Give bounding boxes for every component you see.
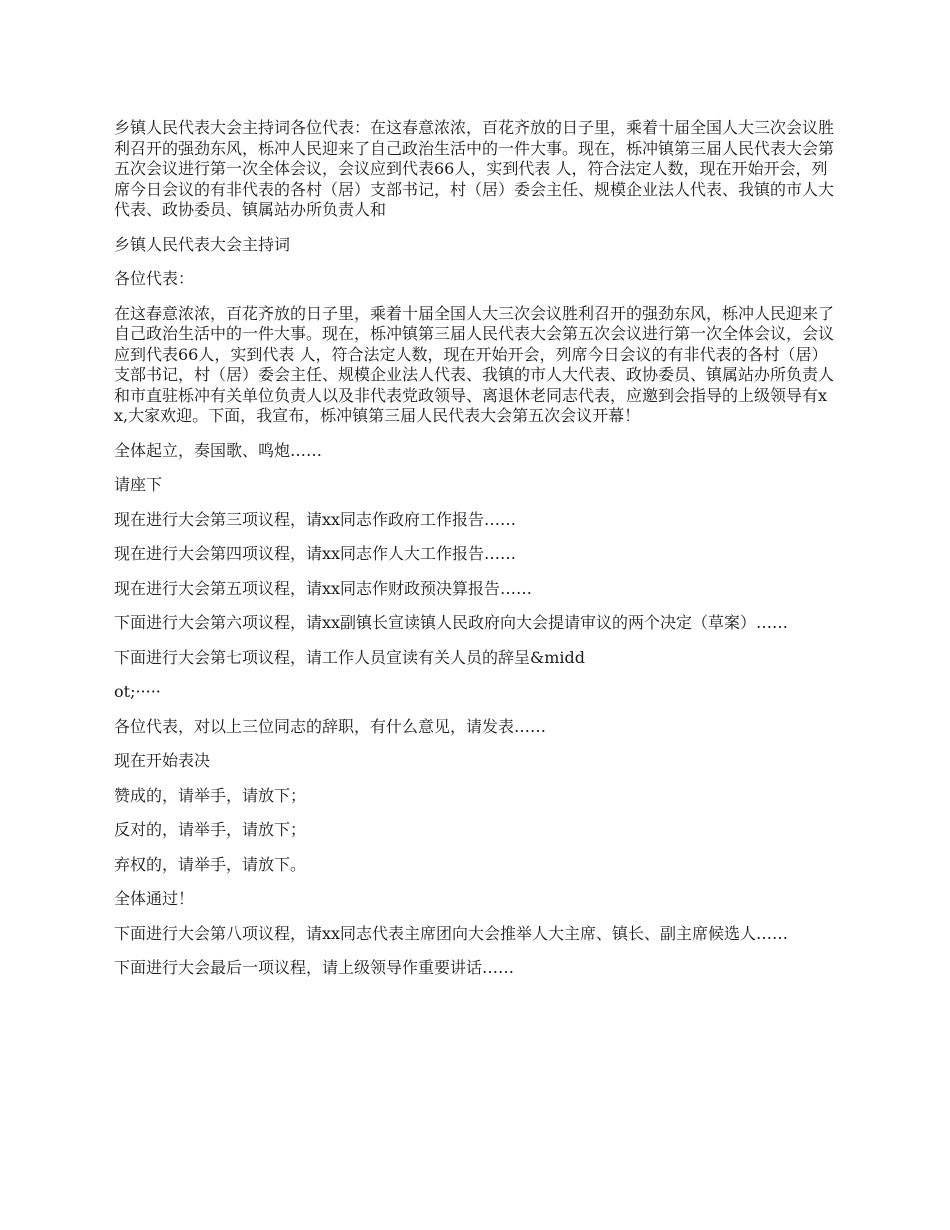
paragraph-passed: 全体通过！ xyxy=(114,889,195,908)
paragraph-be-seated: 请座下 xyxy=(114,475,163,494)
paragraph-salutation: 各位代表： xyxy=(114,269,195,288)
paragraph-intro-summary: 乡镇人民代表大会主持词各位代表：在这春意浓浓，百花齐放的日子里，乘着十届全国人大三次会议胜利召开的强劲东风，栎冲人民迎来了自己政治生活中的一件大事。现在，栎冲镇第三届人民代表大会第五次会议进行第一次全体会议，会议应到代表66人，实到代表 人，符合法定人数，现在开始开会，列席今日会议的有非代表的各村（居）支部书记，村（居）委会主任、规模企业法人代表、我镇的市人大代表、政协委员、镇属站办所负责人和 xyxy=(114,118,835,219)
paragraph-vote-abstain: 弃权的，请举手，请放下。 xyxy=(114,854,307,874)
document-body xyxy=(114,118,840,993)
paragraph-agenda-6: 下面进行大会第六项议程，请xx副镇长宣读镇人民政府向大会提请审议的两个决定（草案）…… xyxy=(114,613,789,632)
paragraph-vote-start: 现在开始表决 xyxy=(114,751,211,770)
paragraph-agenda-7: 下面进行大会第七项议程，请工作人员宣读有关人员的辞呈&midd xyxy=(114,647,586,667)
paragraph-agenda-5: 现在进行大会第五项议程，请xx同志作财政预决算报告…… xyxy=(114,578,533,598)
paragraph-agenda-8: 下面进行大会第八项议程，请xx同志代表主席团向大会推举人大主席、镇长、副主席候选人…… xyxy=(114,923,789,943)
paragraph-agenda-4: 现在进行大会第四项议程，请xx同志作人大工作报告…… xyxy=(114,544,517,563)
paragraph-vote-yes: 赞成的，请举手，请放下； xyxy=(114,785,307,805)
paragraph-anthem: 全体起立，奏国歌、鸣炮…… xyxy=(114,440,323,460)
paragraph-agenda-7-cont: ot;····· xyxy=(114,682,161,701)
paragraph-title: 乡镇人民代表大会主持词 xyxy=(114,234,291,254)
paragraph-opening-speech: 在这春意浓浓，百花齐放的日子里，乘着十届全国人大三次会议胜利召开的强劲东风，栎冲人民迎来了自己政治生活中的一件大事。现在，栎冲镇第三届人民代表大会第五次会议进行第一次全体会议，会议应到代表66人，实到代表 人，符合法定人数，现在开始开会，列席今日会议的有非代表的各村（居）支部书记，村（居）委会主任、规模企业法人代表、我镇的市人大代表、政协委员、镇属站办所负责人和市直驻栎冲有关单位负责人以及非代表党政领导、离退休老同志代表，应邀到会指导的上级领导有xx,大家欢迎。下面，我宣布，栎冲镇第三届人民代表大会第五次会议开幕！ xyxy=(114,303,835,425)
paragraph-agenda-3: 现在进行大会第三项议程，请xx同志作政府工作报告…… xyxy=(114,509,517,529)
paragraph-resignation-comments: 各位代表，对以上三位同志的辞职，有什么意见，请发表…… xyxy=(114,716,547,736)
paragraph-agenda-final: 下面进行大会最后一项议程，请上级领导作重要讲话…… xyxy=(114,958,515,977)
paragraph-vote-no: 反对的，请举手，请放下； xyxy=(114,820,307,839)
